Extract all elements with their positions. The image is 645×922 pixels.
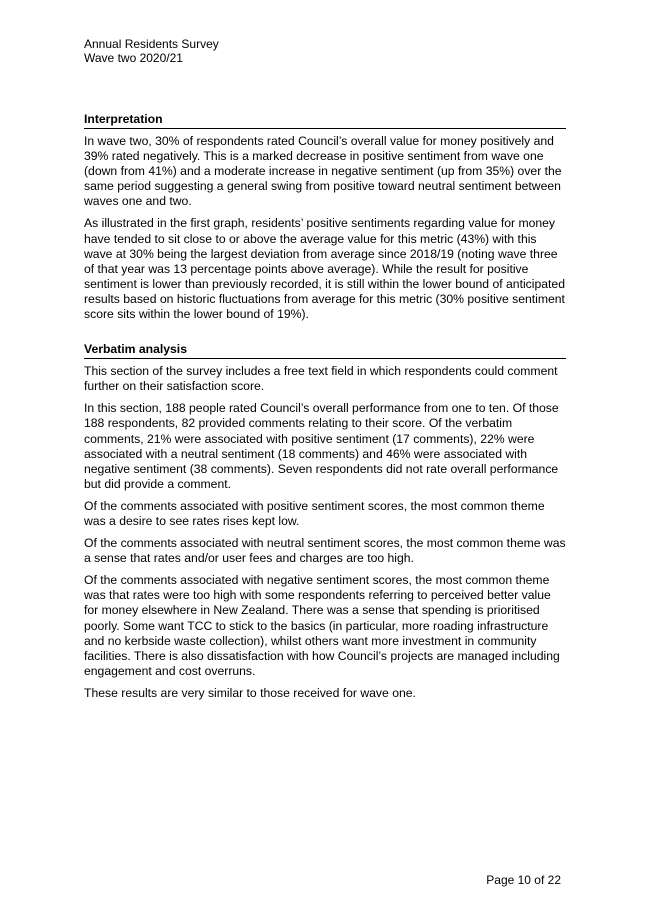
paragraph: In wave two, 30% of respondents rated Council’s overall value for money positively and 39% rated negatively. This is a marked decrease in positive sentiment from wave one (down from 41%) and a moderate increase in negative sentiment (up from 35%) over the same period suggesting a general swing from positive toward neutral sentiment between waves one and two. [84,134,562,209]
section-heading: Interpretation [84,112,566,129]
paragraph: Of the comments associated with positive sentiment scores, the most common theme was a desire to see rates rises kept low. [84,498,545,528]
section-heading: Verbatim analysis [84,342,566,359]
page-number: Page 10 of 22 [486,873,561,887]
paragraph: These results are very similar to those received for wave one. [84,685,416,700]
paragraph: In this section, 188 people rated Council’s overall performance from one to ten. Of those 188 respondents, 82 provided comments relating to their score. Of the verbatim comments, 21% were associated with positive sentiment (17 comments), 22% were associated with a neutral sentiment (18 comments) and 46% were associated with negative sentiment (38 comments). Seven respondents did not rate overall performance but did provide a comment. [84,401,559,491]
paragraph: Of the comments associated with negative sentiment scores, the most common theme was that rates were too high with some respondents referring to perceived better value for money elsewhere in New Zealand. There was a sense that spending is prioritised poorly. Some want TCC to stick to the basics (in particular, more roading infrastructure and no kerbside waste collection), whilst others want more investment in community facilities. There is also dissatisfaction with how Council’s projects are managed including engagement and cost overruns. [84,573,560,678]
document-header [84,37,219,65]
page-content [84,112,566,708]
paragraph: This section of the survey includes a free text field in which respondents could comment further on their satisfaction score. [84,364,558,394]
header-survey-title: Annual Residents Survey [84,37,219,51]
verbatim-analysis-section [84,342,566,701]
paragraph: Of the comments associated with neutral sentiment scores, the most common theme was a sense that rates and/or user fees and charges are too high. [84,536,566,566]
header-wave-label: Wave two 2020/21 [84,51,183,65]
paragraph: As illustrated in the first graph, residents’ positive sentiments regarding value for money have tended to sit close to or above the average value for this metric (43%) with this wave at 30% being the largest deviation from average since 2018/19 (noting wave three of that year was 13 percentage points above average). While the result for positive sentiment is lower than previously recorded, it is still within the lower bound of anticipated results based on historic fluctuations from average for this metric (30% positive sentiment score sits within the lower bound of 19%). [84,216,565,322]
interpretation-section [84,112,566,322]
